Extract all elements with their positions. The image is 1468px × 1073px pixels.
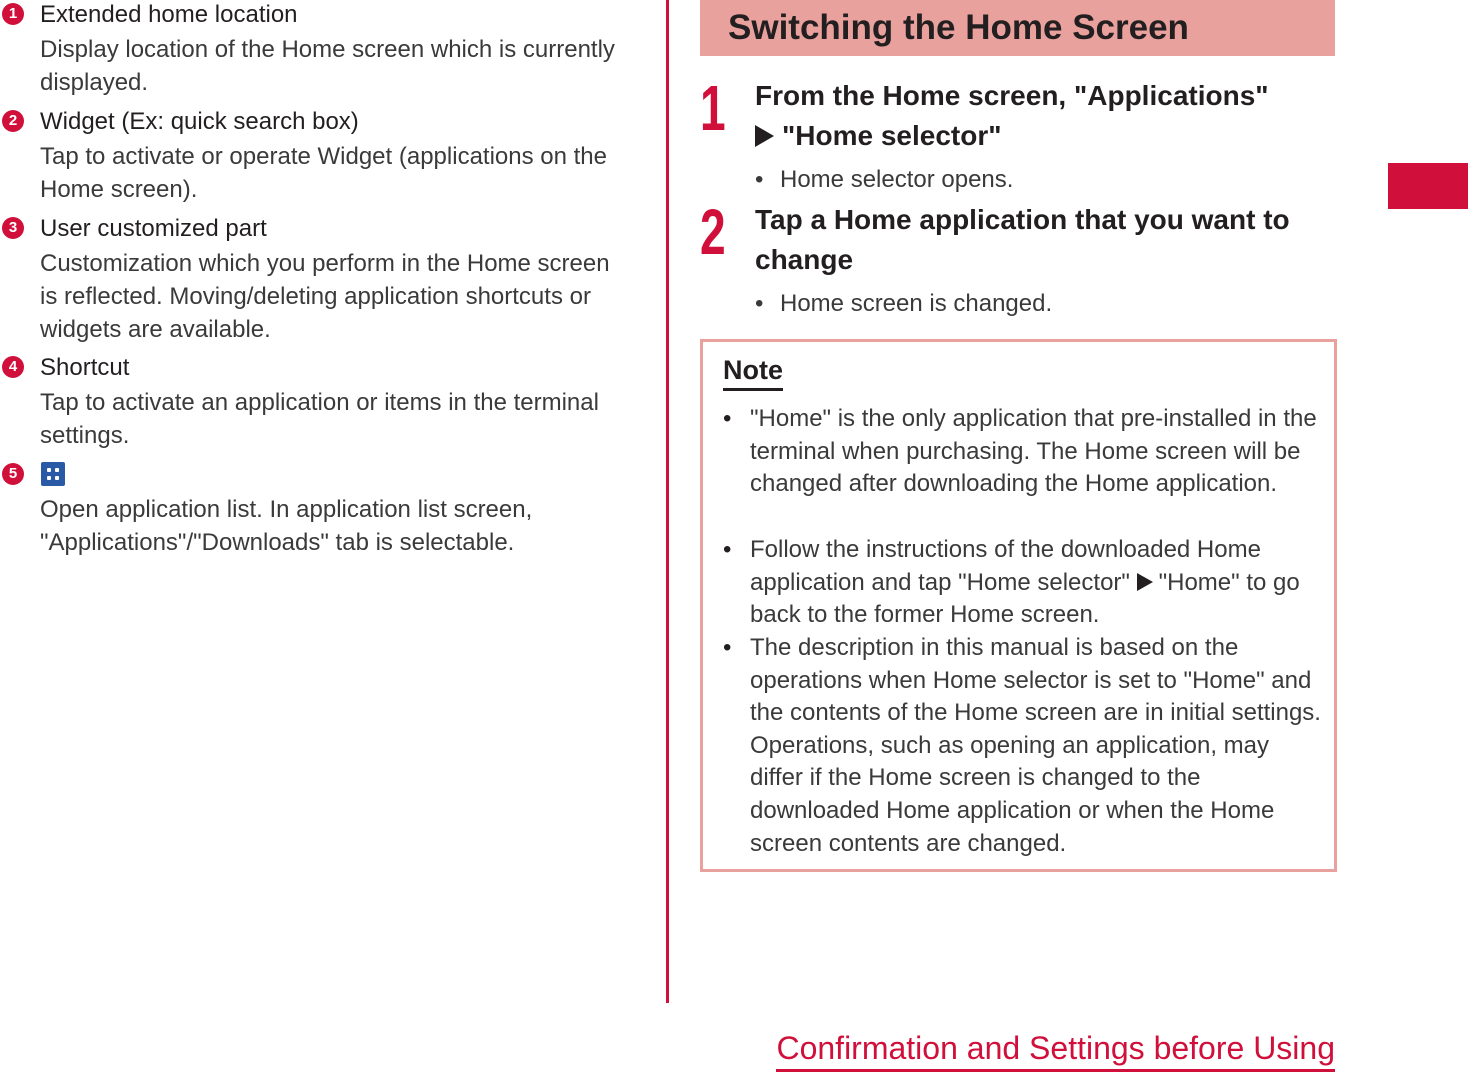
note-box [700, 339, 1337, 872]
legend-title: User customized part [40, 215, 267, 242]
step-2-bullet-text: Home screen is changed. [780, 290, 1053, 317]
legend-description: Tap to activate an application or items in the terminal settings. [40, 389, 599, 449]
section-title: Switching the Home Screen [728, 8, 1189, 47]
step-1-target: "Home selector" [782, 120, 1002, 151]
step-1-text [755, 76, 1345, 156]
note-heading: Note [723, 354, 783, 391]
bullet-icon: • [723, 405, 732, 432]
number-badge-1: 1 [2, 3, 24, 25]
step-1-line1: From the Home screen, "Applications" [755, 80, 1269, 111]
legend-description: Open application list. In application list screen, "Applications"/"Downloads" tab is selectable. [40, 496, 533, 556]
legend-title: Shortcut [40, 354, 130, 381]
chapter-footer-link[interactable]: Confirmation and Settings before Using [776, 1029, 1335, 1072]
section-banner [700, 0, 1335, 56]
note-item-text: The description in this manual is based on the operations when Home selector is set to "Home" and the contents of the Home screen are in initial settings. Operations, such as opening an application, may differ if the Home screen is changed to the downloaded Home application or when the Home screen contents are changed. [750, 634, 1321, 857]
legend-description: Customization which you perform in the Home screen is reflected. Moving/deleting application shortcuts or widgets are available. [40, 250, 610, 343]
bullet-icon: • [755, 290, 764, 317]
step-number-1: 1 [700, 72, 726, 144]
bullet-icon: • [723, 536, 732, 563]
note-item-2-tail: "Home" to go back to the former Home screen. [750, 568, 1300, 629]
step-1-bullet-text: Home selector opens. [780, 166, 1014, 193]
note-item-text: "Home" is the only application that pre-installed in the terminal when purchasing. The Home screen will be changed after downloading the Home application. [750, 405, 1317, 498]
legend-title: Widget (Ex: quick search box) [40, 108, 359, 135]
note-item-2-head: Follow the instructions of the downloaded Home application and tap "Home selector" [750, 536, 1261, 596]
number-badge-3: 3 [2, 217, 24, 239]
step-2-text: Tap a Home application that you want to change [755, 204, 1290, 275]
bullet-icon: • [723, 634, 732, 661]
number-badge-5: 5 [2, 463, 24, 485]
note-item-text [750, 534, 1322, 632]
step-1-bullet [755, 165, 1013, 195]
apps-grid-icon [41, 462, 65, 486]
number-badge-2: 2 [2, 110, 24, 132]
legend-description: Display location of the Home screen which is currently displayed. [40, 36, 615, 96]
bullet-icon: • [755, 166, 764, 193]
column-divider [666, 0, 669, 1003]
arrow-right-icon [1137, 573, 1153, 591]
step-1-line2 [755, 116, 1345, 156]
number-badge-4: 4 [2, 356, 24, 378]
step-2-bullet [755, 289, 1052, 319]
legend-description: Tap to activate or operate Widget (applications on the Home screen). [40, 143, 607, 203]
chapter-tab [1388, 163, 1468, 209]
step-number-2: 2 [700, 196, 726, 268]
legend-title: Extended home location [40, 1, 298, 28]
arrow-right-icon [755, 125, 774, 147]
